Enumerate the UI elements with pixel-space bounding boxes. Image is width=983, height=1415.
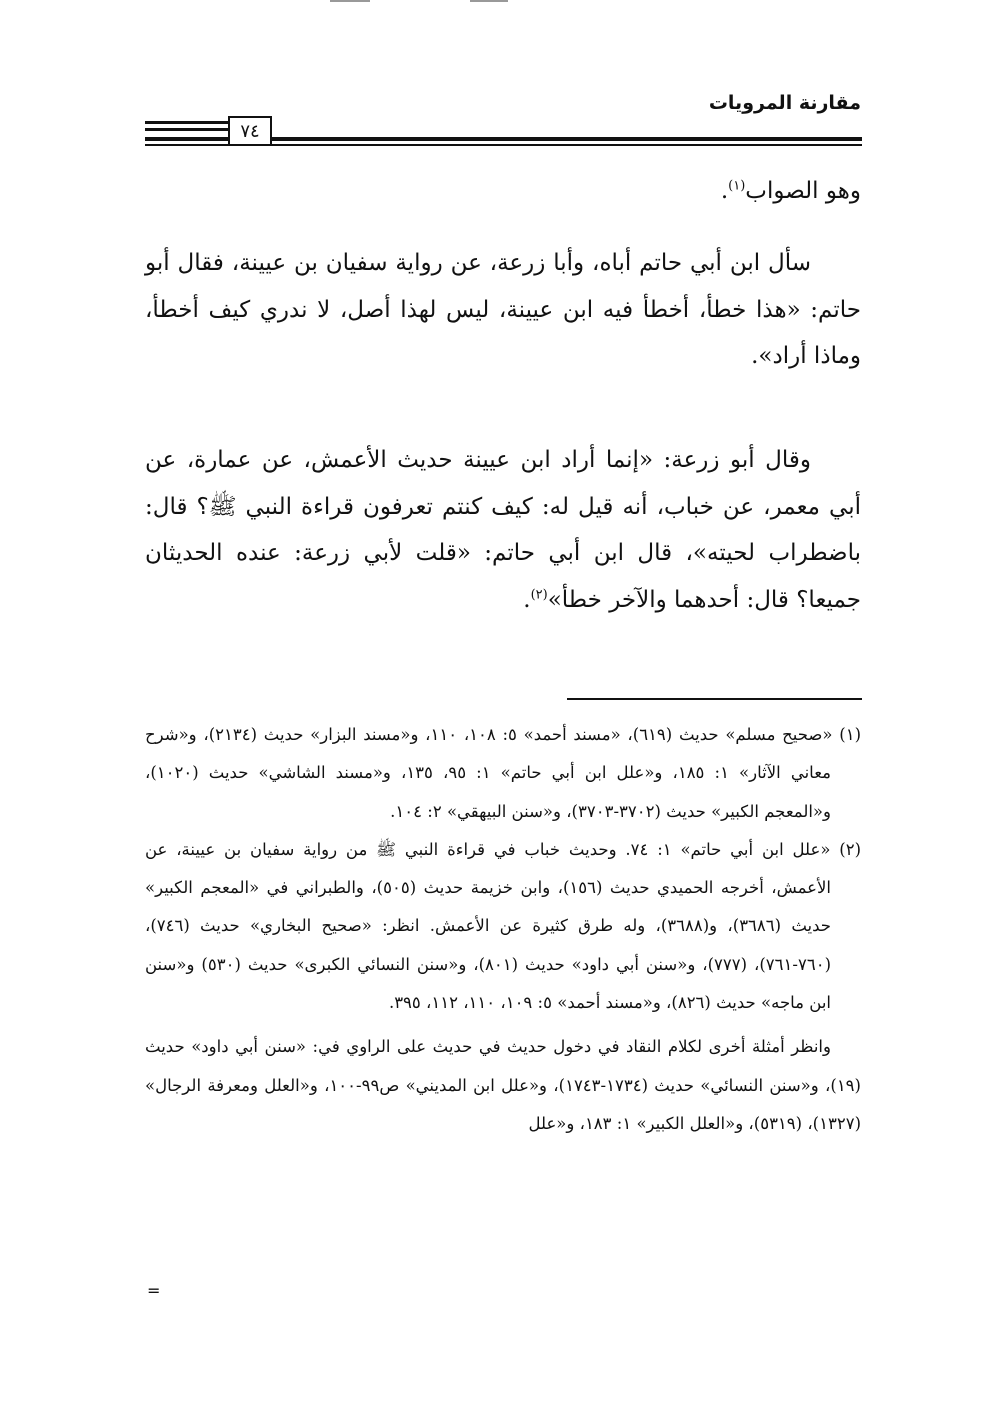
- footnote-1: (١) «صحيح مسلم» حديث (٦١٩)، «مسند أحمد» ٥: ١٠٨، ١١٠، و«مسند البزار» حديث (٢١٣٤)، و«شرح معاني الآثار» ١: ١٨٥، و«علل ابن أبي حاتم» ١: ٩٥، ١٣٥، و«مسند الشاشي» حديث (١٠٢٠)، و«المعجم الكبير» حديث (٣٧٠٢-٣٧٠٣)، و«سنن البيهقي» ٢: ١٠٤.: [145, 725, 861, 821]
- footnote-ref: (٢): [530, 586, 548, 602]
- footnotes: [145, 716, 861, 1143]
- footnote-2: (٢) «علل ابن أبي حاتم» ١: ٧٤. وحديث خباب في قراءة النبي ﷺ من رواية سفيان بن عيينة، عن الأعمش، أخرجه الحميدي حديث (١٥٦)، وابن خزيمة حديث (٥٠٥)، والطبراني في «المعجم الكبير» حديث (٣٦٨٦)، و(٣٦٨٨)، وله طرق كثيرة عن الأعمش. انظر: «صحيح البخاري» حديث (٧٤٦)، (٧٦٠-٧٦١)، (٧٧٧)، و«سنن أبي داود» حديث (٨٠١)، و«سنن النسائي الكبرى» حديث (٥٣٠) و«سنن ابن ماجه» حديث (٨٢٦)، و«مسند أحمد» ٥: ١٠٩، ١١٠، ١١٢، ٣٩٥.: [145, 839, 861, 1013]
- page-number: ٧٤: [228, 116, 272, 146]
- paragraph: [145, 168, 861, 215]
- header-rule: [272, 144, 862, 146]
- scan-mark: [330, 0, 370, 2]
- header-rule: [145, 121, 228, 124]
- running-title: مقارنة المرويات: [708, 92, 861, 114]
- footnote-ref: (١): [728, 178, 746, 194]
- main-text: [145, 240, 861, 380]
- continuation-mark: =: [147, 1281, 161, 1300]
- main-text: [145, 168, 861, 215]
- header-rule: [145, 128, 228, 131]
- paragraph: سأل ابن أبي حاتم أباه، وأبا زرعة، عن رواية سفيان بن عيينة، فقال أبو حاتم: «هذا خطأ، أخطأ فيه ابن عيينة، ليس لهذا أصل، لا ندري كيف أخطأ، وماذا أراد».: [145, 250, 861, 369]
- footnote-continuation: وانظر أمثلة أخرى لكلام النقاد في دخول حديث في حديث على الراوي في: «سنن أبي داود» حديث (١٩)، و«سنن النسائي» حديث (١٧٣٤-١٧٤٣)، و«علل ابن المديني» ص٩٩-١٠٠، و«العلل ومعرفة الرجال» (١٣٢٧)، (٥٣١٩)، و«العلل الكبير» ١: ١٨٣، و«علل: [145, 1037, 861, 1133]
- paragraph: [145, 437, 861, 623]
- footnote-separator: [567, 698, 862, 700]
- paragraph-text: .: [720, 178, 729, 204]
- main-text: [145, 437, 861, 623]
- header-rule: [272, 137, 862, 141]
- header-rule: [145, 137, 228, 141]
- paragraph-text: .: [523, 586, 531, 613]
- header-rule: [145, 144, 228, 146]
- paragraph-text: وقال أبو زرعة: «إنما أراد ابن عيينة حديث الأعمش، عن عمارة، عن أبي معمر، عن خباب، أنه قيل له: كيف كنتم تعرفون قراءة النبي ﷺ؟ قال: باضطراب لحيته»، قال ابن أبي حاتم: «قلت لأبي زرعة: عنده الحديثان جميعا؟ قال: أحدهما والآخر خطأ»: [145, 447, 861, 613]
- scan-mark: [470, 0, 508, 2]
- paragraph-text: وهو الصواب: [745, 178, 861, 204]
